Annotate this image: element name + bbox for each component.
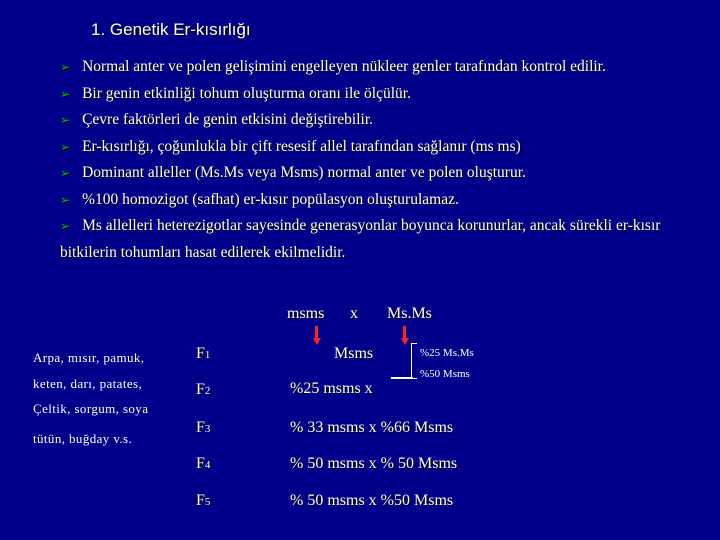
bullet-list — [60, 54, 665, 265]
arrow-bullet-icon: ➢ — [60, 60, 71, 74]
crop-line: tütün, buğday v.s. — [33, 430, 133, 446]
arrow-bullet-icon: ➢ — [60, 139, 71, 154]
f2-result: %25 msms x — [290, 380, 373, 397]
bullet-text: %100 homozigot (safhat) er-kısır popülasyon oluşturulamaz. — [82, 190, 459, 208]
arrow-bullet-icon: ➢ — [60, 86, 71, 101]
bullet-item — [60, 81, 665, 108]
bullet-item — [60, 187, 665, 214]
f5-result: % 50 msms x %50 Msms — [290, 492, 454, 509]
crop-line: Çeltik, sorgum, soya — [33, 401, 149, 416]
bullet-text: Normal anter ve polen gelişimini engelleyen nükleer genler tarafından kontrol edilir. — [82, 58, 606, 75]
generation-label-f1: F1 — [196, 345, 211, 362]
generation-label-f3: F3 — [196, 419, 211, 436]
arrow-down-icon — [313, 338, 321, 345]
bullet-item — [60, 134, 665, 161]
bullet-item — [60, 107, 665, 134]
bullet-item — [60, 213, 665, 265]
crop-line: Arpa, mısır, pamuk, — [33, 350, 145, 365]
bullet-text: Bir genin etkinliği tohum oluşturma oranı ile ölçülür. — [82, 84, 411, 102]
arrow-bullet-icon: ➢ — [60, 166, 71, 180]
generation-label-f5: F5 — [196, 492, 211, 509]
f4-result: % 50 msms x % 50 Msms — [290, 455, 458, 472]
bullet-text: Dominant alleller (Ms.Ms veya Msms) normal anter ve polen oluşturur. — [82, 164, 526, 181]
f2-bracket — [411, 343, 417, 379]
bullet-text: Çevre faktörleri de genin etkisini değiştirebilir. — [82, 111, 374, 128]
bullet-item — [60, 160, 665, 187]
slide-title: 1. Genetik Er-kısırlığı — [91, 20, 251, 39]
arrow-bullet-icon: ➢ — [60, 219, 71, 233]
f2-side-top: %25 Ms.Ms — [420, 347, 474, 359]
bullet-text: Er-kısırlığı, çoğunlukla bir çift resesif allel tarafından sağlanır (ms ms) — [82, 137, 521, 155]
f2-side-bottom: %50 Msms — [420, 368, 470, 380]
f3-result: % 33 msms x %66 Msms — [290, 419, 454, 436]
bullet-text: Ms allelleri heterezigotlar sayesinde generasyonlar boyunca korunurlar, ancak sürekli er-kısır bitkilerin tohumları hasat edilerek ekilmelidir. — [60, 217, 661, 261]
generation-label-f4: F4 — [196, 455, 211, 472]
crop-list — [33, 345, 148, 451]
arrow-down-icon — [401, 338, 409, 345]
cross-male: Ms.Ms — [387, 305, 432, 322]
arrow-bullet-icon: ➢ — [60, 113, 71, 127]
cross-symbol: x — [350, 305, 358, 322]
f1-result: Msms — [334, 345, 374, 362]
generation-label-f2: F2 — [196, 381, 211, 398]
bullet-item — [60, 54, 665, 81]
arrow-bullet-icon: ➢ — [60, 192, 71, 207]
crop-line: keten, darı, patates, — [33, 375, 143, 391]
cross-female: msms — [287, 305, 325, 322]
f2-link-line — [391, 377, 413, 379]
